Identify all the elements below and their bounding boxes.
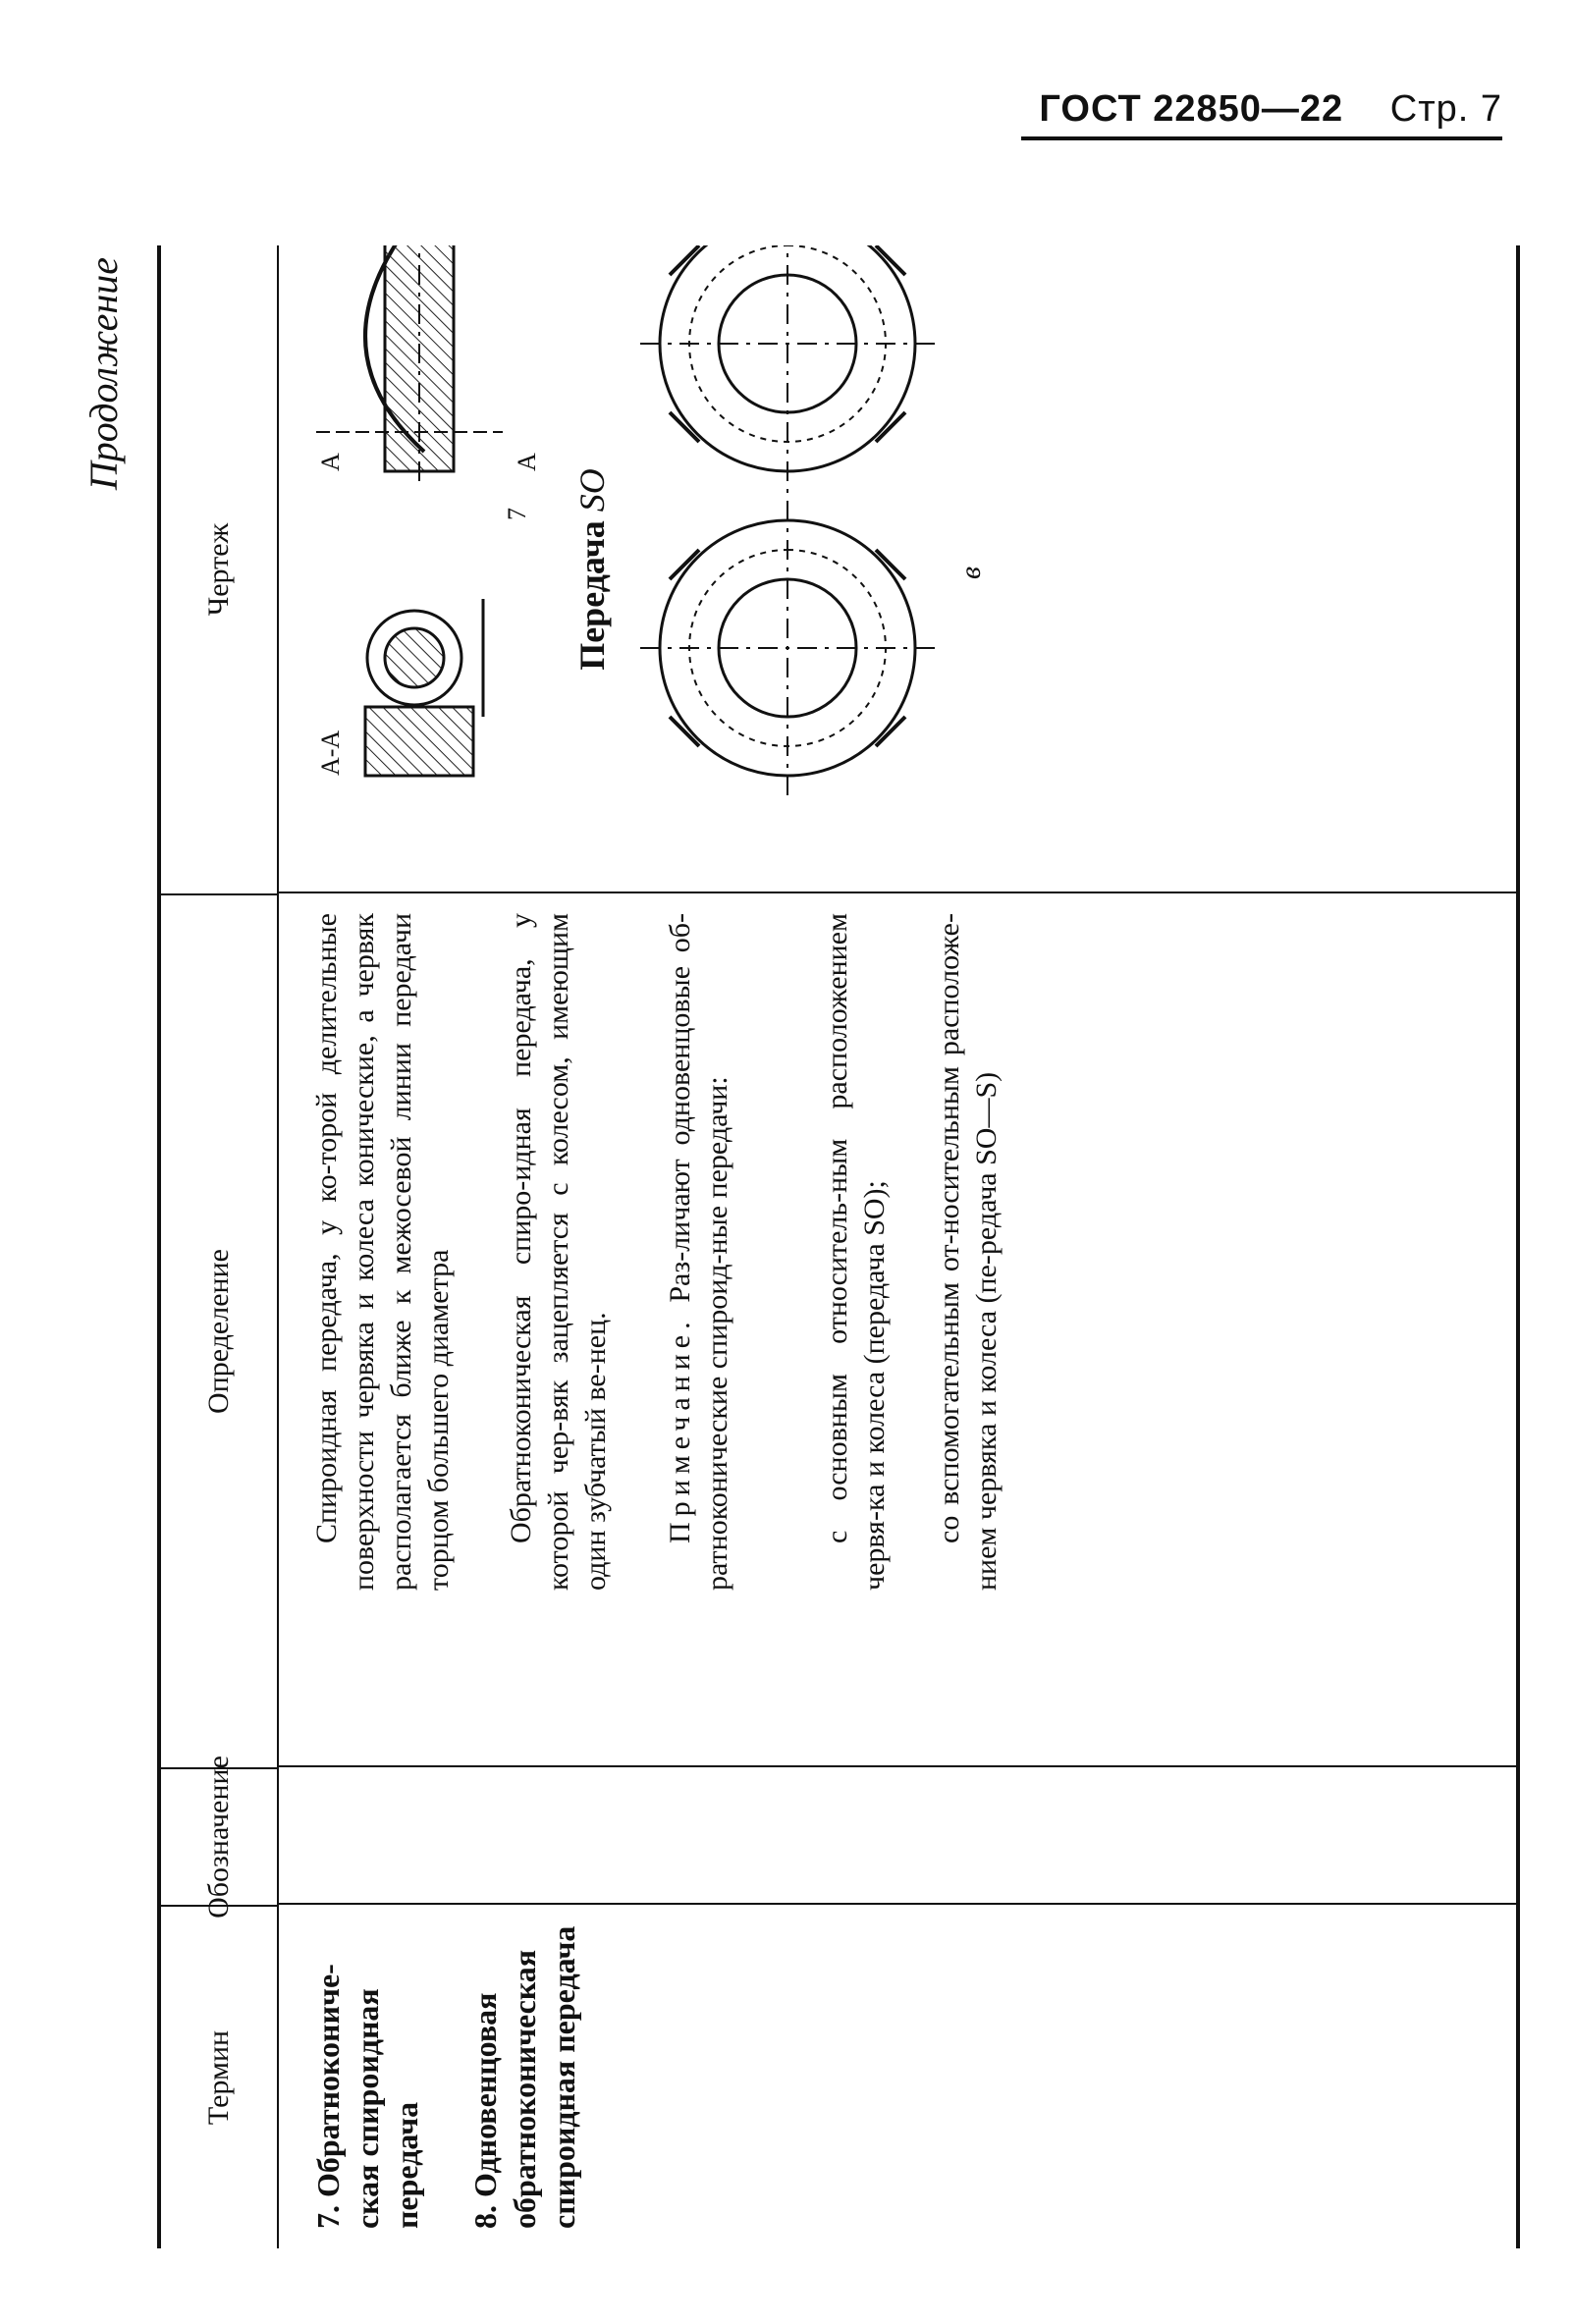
section-mark: A xyxy=(513,453,541,471)
spiroid-gear-drawing xyxy=(277,245,1516,893)
definition-7: Спироидная передача, у ко-торой делительные поверхности червяка и колеса конические, а червяк располагается ближе к межосевой линии передачи торцом большего диаметра xyxy=(310,913,455,1591)
standard-number: ГОСТ 22850—22 xyxy=(1039,88,1344,130)
rotated-page-content xyxy=(81,245,1571,2248)
column-divider xyxy=(277,1903,1516,1905)
column-header-term: Термин xyxy=(161,1905,277,2248)
figure-letter: в xyxy=(954,566,987,579)
page-header xyxy=(1021,88,1502,140)
drawing-area xyxy=(277,245,1516,893)
page-number: Стр. 7 xyxy=(1389,88,1502,130)
term-7: 7. Обратнокониче-ская спироидная передача xyxy=(310,1964,424,2229)
column-header-designation: Обозначение xyxy=(161,1767,277,1905)
callout-number: 7 xyxy=(503,508,531,520)
definition-8: Обратноконическая спиро-идная передача, у которой чер-вяк зацепляется с колесом, имеющим один зубчатый ве-нец. xyxy=(505,913,612,1591)
column-divider xyxy=(277,1765,1516,1767)
column-header-definition: Определение xyxy=(161,893,277,1767)
section-mark: A xyxy=(316,453,345,471)
column-header-drawing: Чертеж xyxy=(202,522,235,617)
note-item-2: со вспомогательным от-носительным расположе-нием червяка и колеса (пе-редача SO—S) xyxy=(933,913,1003,1591)
note-item-1: с основным относитель-ным расположением червя-ка и колеса (передача SO); xyxy=(821,913,891,1591)
note-8 xyxy=(662,913,736,1591)
note-text: Раз-личают одновенцовые об-ратноконические спироид-ные передачи: xyxy=(664,912,733,1591)
note-label: Примечание. xyxy=(664,1316,696,1543)
section-label: A-A xyxy=(316,730,345,776)
continuation-label: Продолжение xyxy=(81,257,126,491)
terms-table xyxy=(157,245,1520,2248)
term-8: 8. Одновенцовая обратноконическая спироидная передача xyxy=(467,1925,581,2229)
drawing-title: Передача SO xyxy=(572,468,612,671)
